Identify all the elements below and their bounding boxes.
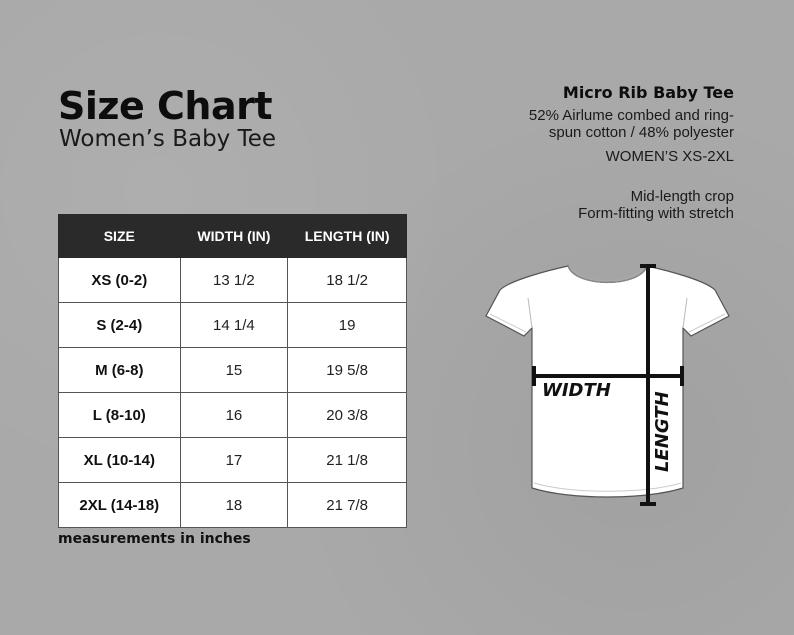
fabric-description [434,107,734,141]
cell-size: S (2-4) [59,303,181,348]
cell-length: 21 1/8 [288,438,407,483]
cell-length: 20 3/8 [288,393,407,438]
page-title: Size Chart [58,84,273,128]
width-label: WIDTH [542,380,611,401]
table-row [59,258,407,303]
table-row [59,438,407,483]
length-label: LENGTH [652,391,673,472]
table-row [59,348,407,393]
cell-size: XS (0-2) [59,258,181,303]
table-row [59,303,407,348]
cell-width: 18 [180,483,288,528]
size-table [58,214,407,528]
cell-length: 19 5/8 [288,348,407,393]
page-subtitle: Women’s Baby Tee [59,126,277,152]
cell-size: XL (10-14) [59,438,181,483]
fit-line-2: Form-fitting with stretch [578,205,734,222]
header-width: WIDTH (IN) [180,215,288,258]
t-shirt-icon [480,258,735,513]
cell-size: M (6-8) [59,348,181,393]
cell-length: 18 1/2 [288,258,407,303]
header-length: LENGTH (IN) [288,215,407,258]
cell-width: 17 [180,438,288,483]
header-size: SIZE [59,215,181,258]
product-info [434,82,734,222]
table-header-row [59,215,407,258]
cell-length: 19 [288,303,407,348]
cell-width: 13 1/2 [180,258,288,303]
fit-description [434,188,734,222]
fabric-line-1: 52% Airlume combed and ring- [528,107,734,124]
size-range: WOMEN’S XS-2XL [605,148,734,165]
product-name: Micro Rib Baby Tee [562,83,734,102]
fabric-line-2: spun cotton / 48% polyester [548,124,734,141]
cell-size: L (8-10) [59,393,181,438]
table-row [59,393,407,438]
cell-width: 16 [180,393,288,438]
cell-size: 2XL (14-18) [59,483,181,528]
table-row [59,483,407,528]
units-note: measurements in inches [58,531,251,547]
fit-line-1: Mid-length crop [630,188,734,205]
cell-width: 14 1/4 [180,303,288,348]
cell-length: 21 7/8 [288,483,407,528]
cell-width: 15 [180,348,288,393]
